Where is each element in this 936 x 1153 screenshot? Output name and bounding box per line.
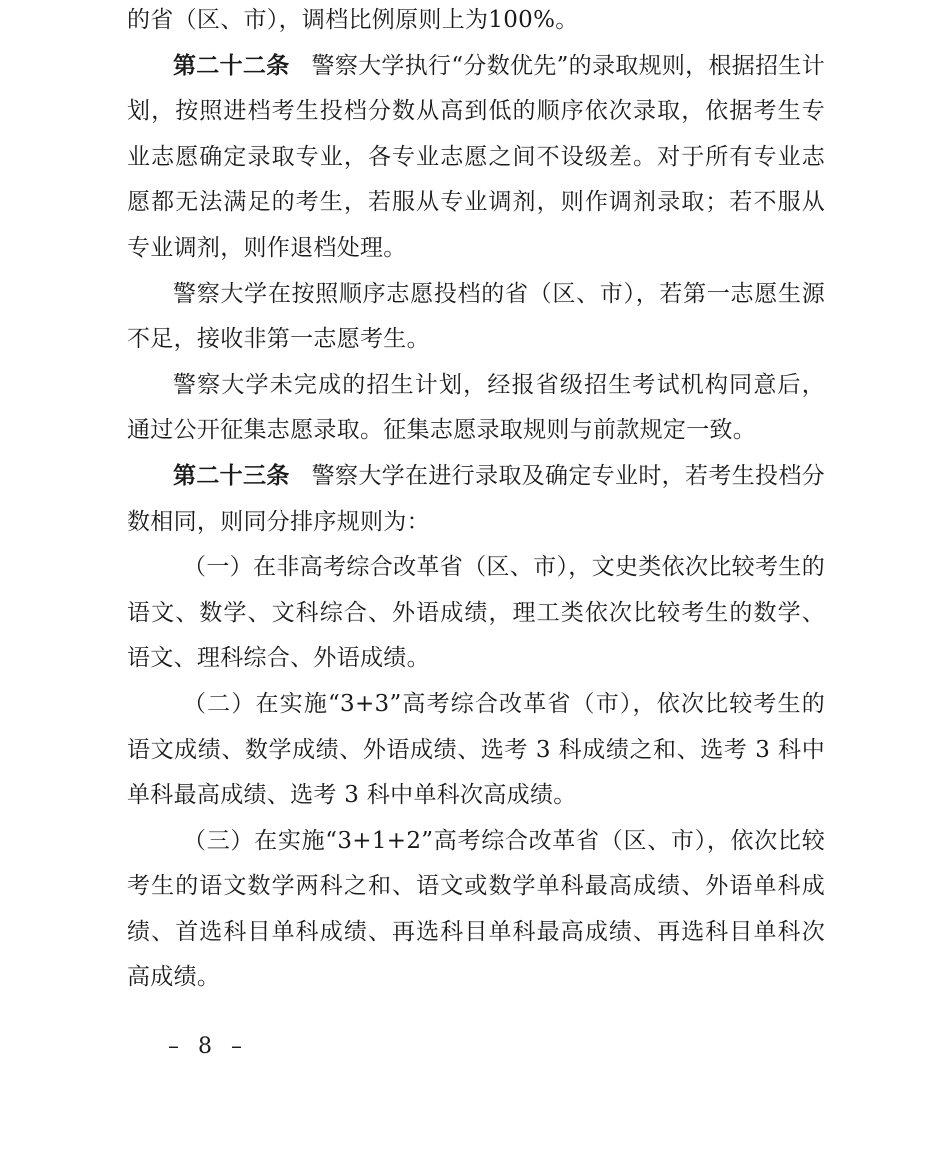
list-item (127, 545, 825, 682)
page-number: – 8 – (168, 1034, 248, 1059)
paragraph-text: （二）在实施“3+3”高考综合改革省（市），依次比较考生的语文成绩、数学成绩、外语成绩、选考 3 科成绩之和、选考 3 科中单科最高成绩、选考 3 科中单科次高成绩。 (127, 690, 825, 809)
article-heading: 第二十二条 (173, 52, 290, 79)
article-23-paragraph (127, 454, 825, 545)
list-item (127, 682, 825, 819)
paragraph-text: 的省（区、市），调档比例原则上为100%。 (127, 7, 579, 33)
list-item (127, 819, 825, 1001)
paragraph-text: 警察大学在按照顺序志愿投档的省（区、市），若第一志愿生源不足，接收非第一志愿考生。 (127, 280, 825, 353)
paragraph-text: （一）在非高考综合改革省（区、市），文史类依次比较考生的语文、数学、文科综合、外语成绩，理工类依次比较考生的数学、语文、理科综合、外语成绩。 (127, 554, 825, 672)
paragraph-text: 警察大学在进行录取及确定专业时，若考生投档分数相同，则同分排序规则为： (127, 462, 825, 535)
paragraph-text: （三）在实施“3+1+2”高考综合改革省（区、市），依次比较考生的语文数学两科之和、语文或数学单科最高成绩、外语单科成绩、首选科目单科成绩、再选科目单科最高成绩、再选科目单科次高成绩。 (127, 827, 825, 991)
document-body (127, 0, 825, 1001)
article-heading: 第二十三条 (173, 462, 290, 489)
paragraph-continuation (127, 0, 825, 44)
article-22-sub-paragraph (127, 272, 825, 363)
paragraph-text: 警察大学执行“分数优先”的录取规则，根据招生计划，按照进档考生投档分数从高到低的顺序依次录取，依据考生专业志愿确定录取专业，各专业志愿之间不设级差。对于所有专业志愿都无法满足的考生，若服从专业调剂，则作调剂录取；若不服从专业调剂，则作退档处理。 (127, 52, 825, 261)
article-22-sub-paragraph (127, 363, 825, 454)
paragraph-text: 警察大学未完成的招生计划，经报省级招生考试机构同意后，通过公开征集志愿录取。征集志愿录取规则与前款规定一致。 (127, 371, 825, 444)
article-22-paragraph (127, 44, 825, 272)
